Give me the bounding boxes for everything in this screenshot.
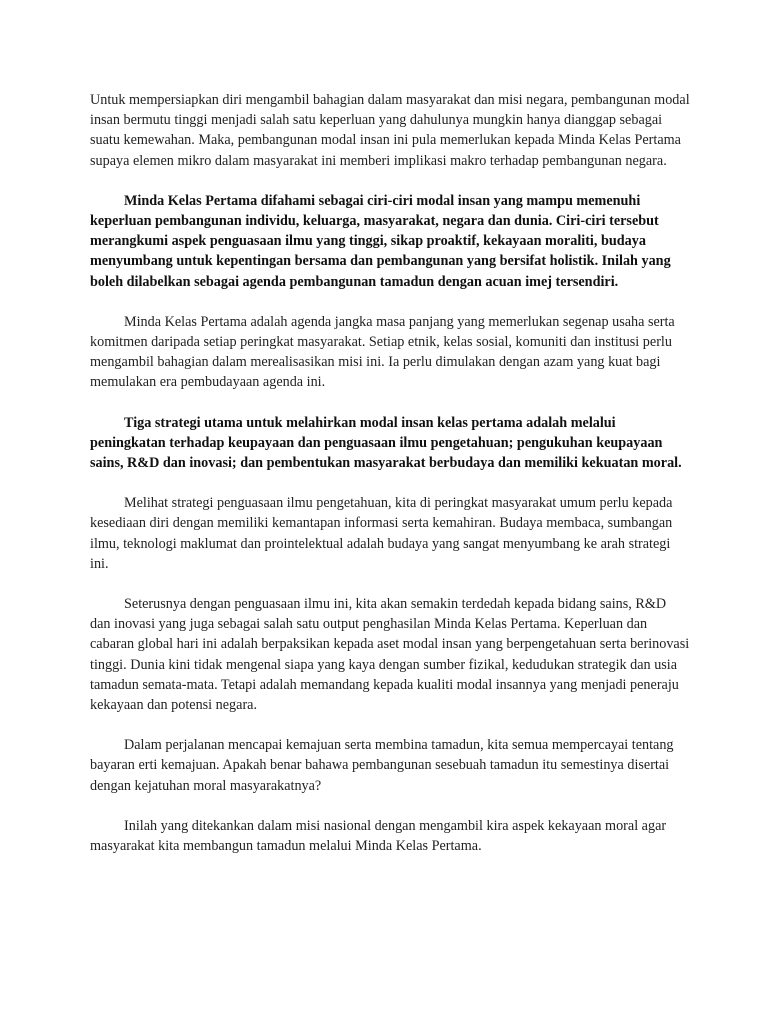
paragraph-knowledge-strategy: Melihat strategi penguasaan ilmu pengetahuan, kita di peringkat masyarakat umum perlu kepada kesediaan diri dengan memiliki kemantapan informasi serta kemahiran. Budaya membaca, sumbangan ilmu, teknologi maklumat dan prointelektual adalah budaya yang sangat menyumbang ke arah strategi ini. <box>90 495 673 572</box>
document-page <box>90 90 690 876</box>
paragraph-definition: Minda Kelas Pertama difahami sebagai ciri-ciri modal insan yang mampu memenuhi keperluan pembangunan individu, keluarga, masyarakat, negara dan dunia. Ciri-ciri tersebut merangkumi aspek penguasaan ilmu yang tinggi, sikap proaktif, kekayaan moraliti, budaya menyumbang untuk kepentingan bersama dan pembangunan yang bersifat holistik. Inilah yang boleh dilabelkan sebagai agenda pembangunan tamadun dengan acuan imej tersendiri. <box>90 192 671 290</box>
paragraph-conclusion: Inilah yang ditekankan dalam misi nasional dengan mengambil kira aspek kekayaan moral agar masyarakat kita membangun tamadun melalui Minda Kelas Pertama. <box>90 817 667 855</box>
paragraph-three-strategies: Tiga strategi utama untuk melahirkan modal insan kelas pertama adalah melalui peningkatan terhadap keupayaan dan penguasaan ilmu pengetahuan; pengukuhan keupayaan sains, R&D dan inovasi; dan pembentukan masyarakat berbudaya dan memiliki kekuatan moral. <box>90 414 682 472</box>
paragraph-long-term-agenda: Minda Kelas Pertama adalah agenda jangka masa panjang yang memerlukan segenap usaha serta komitmen daripada setiap peringkat masyarakat. Setiap etnik, kelas sosial, komuniti dan institusi perlu mengambil bahagian dalam merealisasikan misi ini. Ia perlu dimulakan dengan azam yang kuat bagi memulakan era pembudayaan agenda ini. <box>90 313 675 391</box>
paragraph-intro: Untuk mempersiapkan diri mengambil bahagian dalam masyarakat dan misi negara, pembangunan modal insan bermutu tinggi menjadi salah satu keperluan yang dahulunya mungkin hanya dianggap sebagai suatu kemewahan. Maka, pembangunan modal insan ini pula memerlukan kepada Minda Kelas Pertama supaya elemen mikro dalam masyarakat ini memberi implikasi makro terhadap pembangunan negara. <box>90 92 690 169</box>
paragraph-science-innovation: Seterusnya dengan penguasaan ilmu ini, kita akan semakin terdedah kepada bidang sains, R&D dan inovasi yang juga sebagai salah satu output penghasilan Minda Kelas Pertama. Keperluan dan cabaran global hari ini adalah berpaksikan kepada aset modal insan yang berpengetahuan serta berinovasi tinggi. Dunia kini tidak mengenal siapa yang kaya dengan sumber fizikal, kedudukan strategik dan usia tamadun semata-mata. Tetapi adalah memandang kepada kualiti modal insannya yang menjadi peneraju kekayaan dan potensi negara. <box>90 596 690 714</box>
paragraph-progress-morality: Dalam perjalanan mencapai kemajuan serta membina tamadun, kita semua mempercayai tentang bayaran erti kemajuan. Apakah benar bahawa pembangunan sesebuah tamadun itu semestinya disertai dengan kejatuhan moral masyarakatnya? <box>90 737 674 794</box>
